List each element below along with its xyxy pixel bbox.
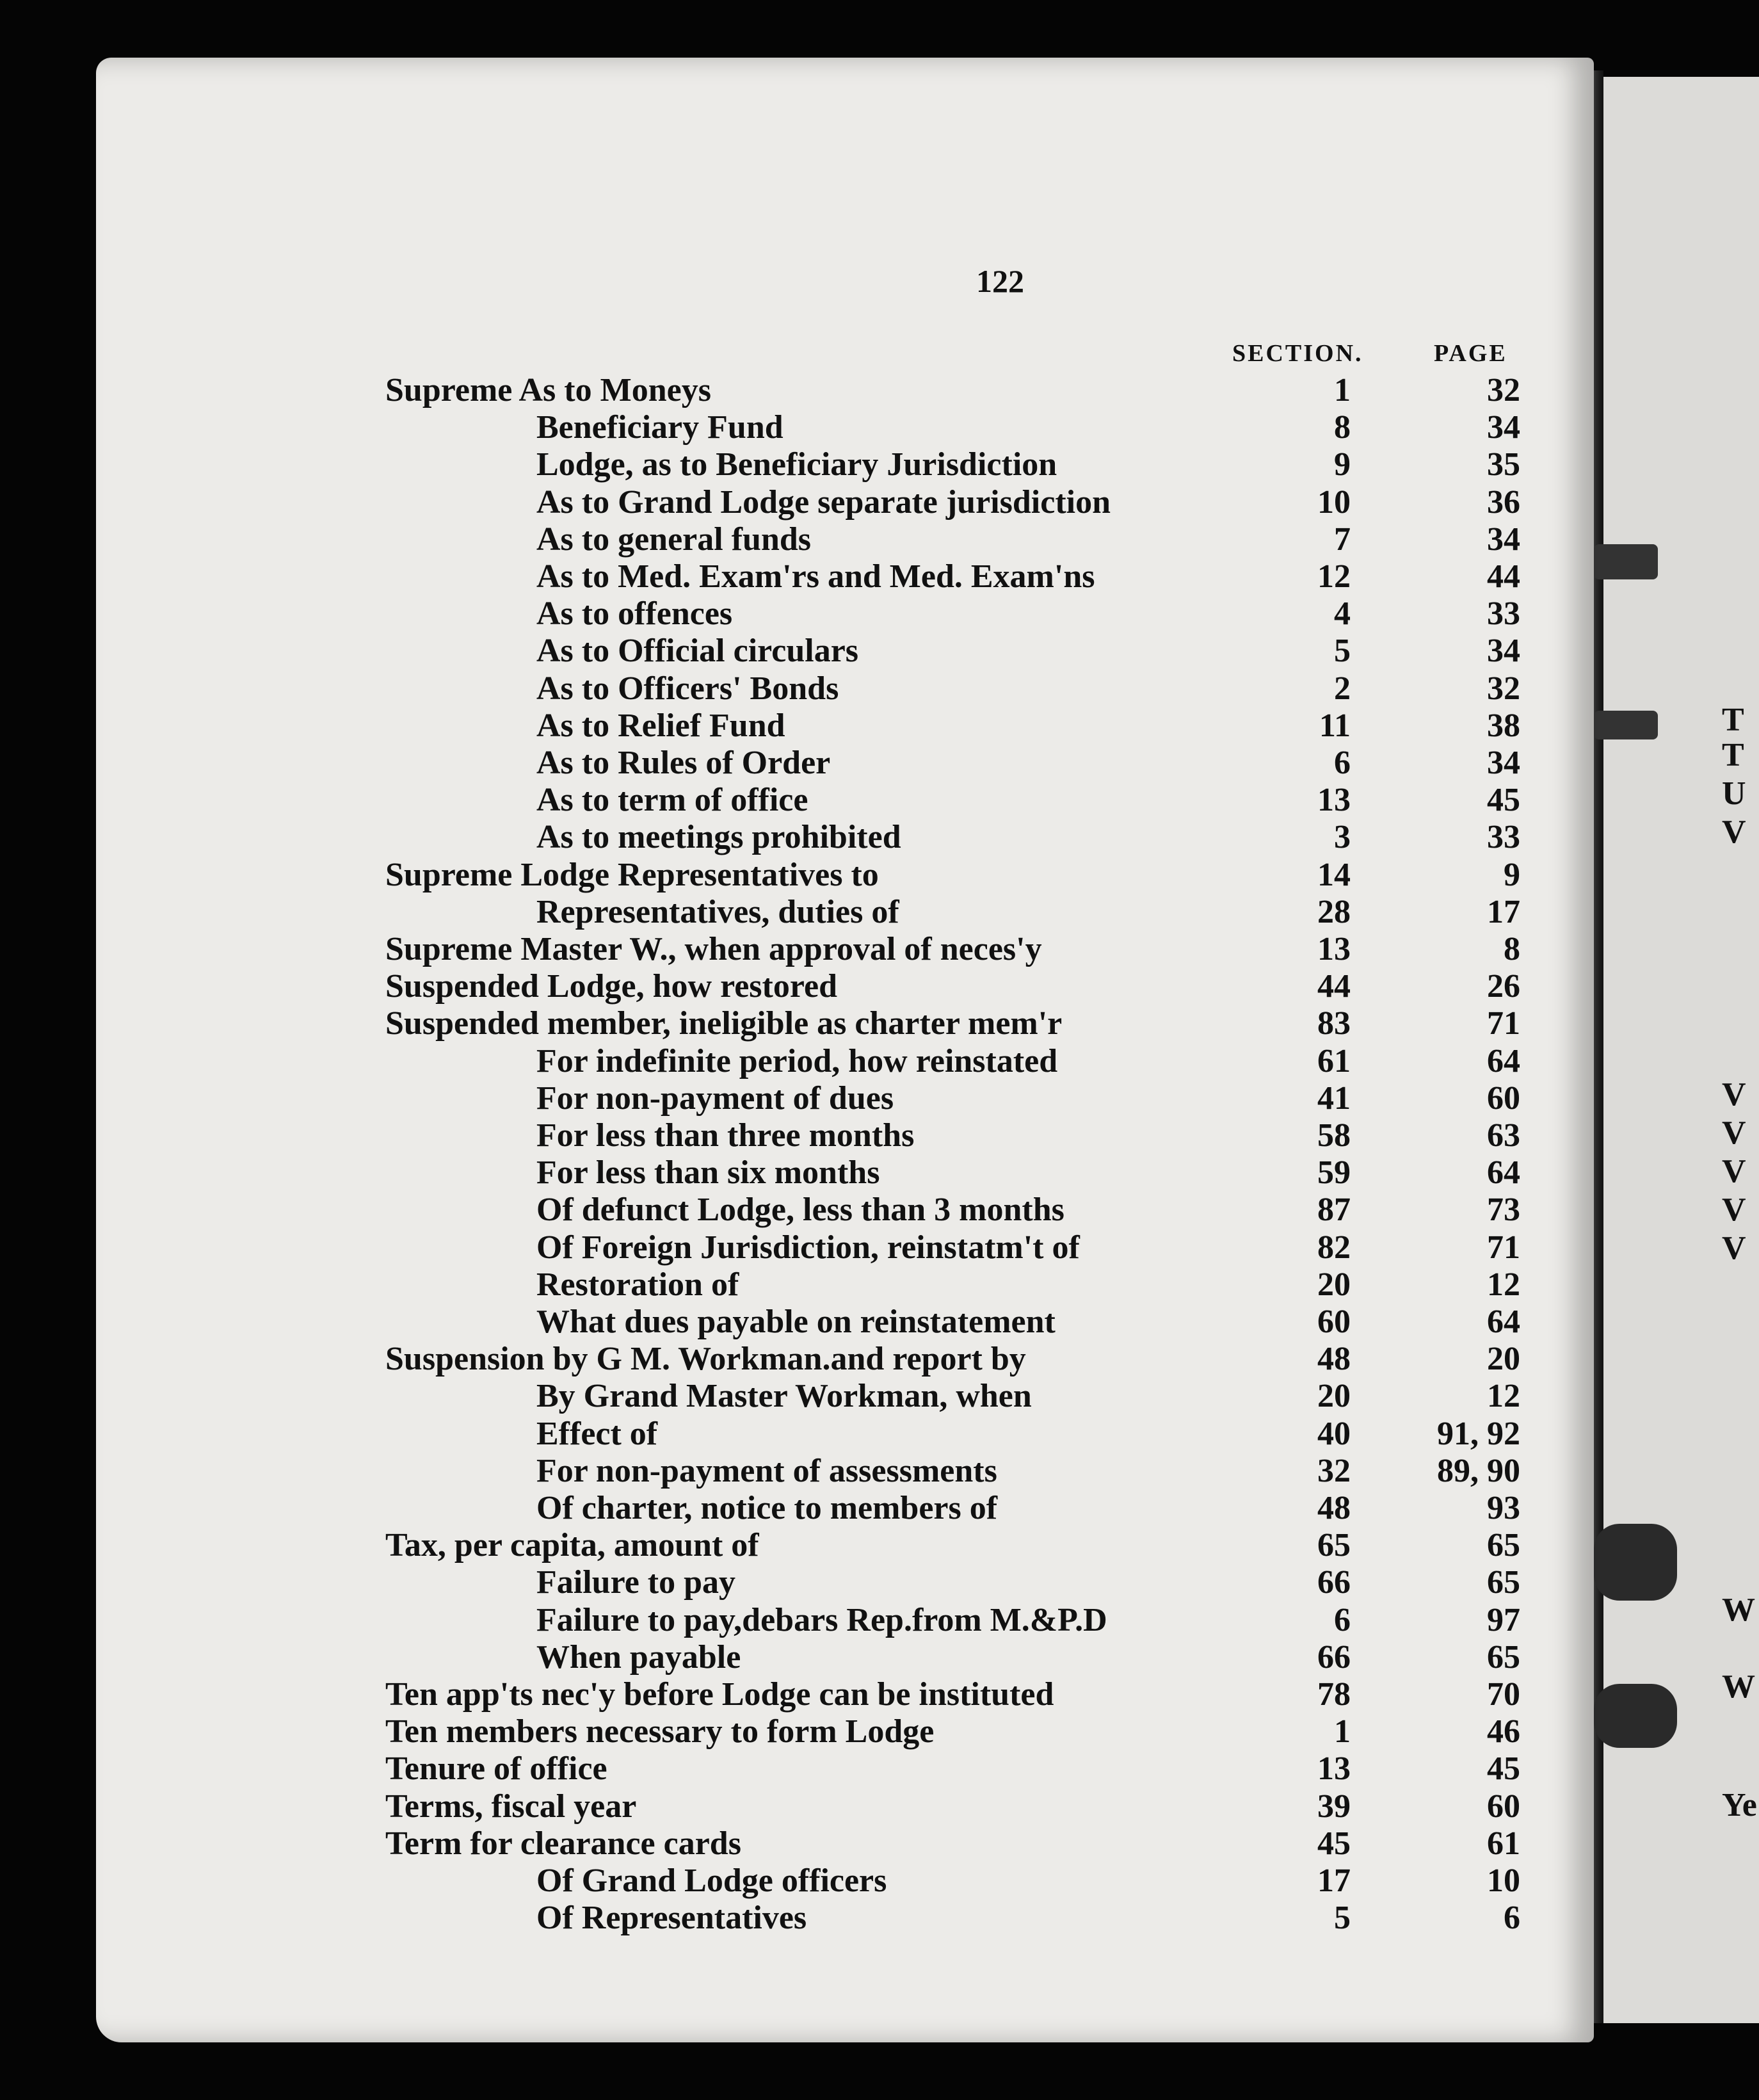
index-section-number: 83: [1317, 1005, 1351, 1042]
index-term: Of charter, notice to members of: [536, 1490, 998, 1526]
index-entry: [96, 856, 1594, 893]
index-section-number: 87: [1317, 1191, 1351, 1229]
index-term: Beneficiary Fund: [536, 409, 783, 446]
index-section-number: 28: [1317, 893, 1351, 930]
index-term: As to Relief Fund: [536, 707, 785, 744]
index-entry: [96, 1638, 1594, 1676]
index-page-number: 6: [1504, 1900, 1520, 1937]
index-entry: [96, 1563, 1594, 1601]
facing-page-letter: U: [1722, 775, 1746, 812]
index-entry: [96, 1191, 1594, 1228]
index-page-number: 17: [1487, 893, 1520, 930]
index-entry: [96, 1303, 1594, 1340]
index-entry: [96, 1899, 1594, 1936]
index-term: For less than six months: [536, 1154, 880, 1191]
index-section-number: 2: [1334, 670, 1351, 707]
index-page-number: 71: [1487, 1229, 1520, 1266]
index-page-number: 91, 92: [1437, 1415, 1520, 1452]
facing-page-letter: Ye: [1722, 1787, 1757, 1823]
index-term: As to term of office: [536, 782, 808, 819]
facing-page-letter: V: [1722, 1115, 1746, 1151]
index-entry: [96, 1788, 1594, 1825]
page-number: 122: [976, 263, 1024, 299]
index-entry: [96, 893, 1594, 930]
facing-page-letter: W: [1722, 1668, 1755, 1705]
index-entry: [96, 1489, 1594, 1526]
index-entry: [96, 818, 1594, 855]
index-page-number: 12: [1487, 1266, 1520, 1303]
index-entry: [96, 1266, 1594, 1303]
index-entry: [96, 1005, 1594, 1042]
index-page-number: 8: [1504, 931, 1520, 967]
index-section-number: 13: [1317, 782, 1351, 819]
index-term: As to Med. Exam'rs and Med. Exam'ns: [536, 558, 1095, 595]
index-term: Ten members necessary to form Lodge: [385, 1713, 935, 1750]
index-section-number: 41: [1317, 1079, 1351, 1117]
index-entry: [96, 1750, 1594, 1787]
index-section-number: 66: [1317, 1564, 1351, 1601]
section-column-header: SECTION.: [1232, 340, 1363, 367]
index-entry: [96, 1377, 1594, 1414]
index-page-number: 70: [1487, 1676, 1520, 1713]
page-column-header: PAGE: [1434, 340, 1507, 367]
index-page-number: 20: [1487, 1341, 1520, 1378]
index-entry: [96, 371, 1594, 408]
index-page-number: 34: [1487, 633, 1520, 670]
index-section-number: 45: [1317, 1825, 1351, 1862]
index-section-number: 60: [1317, 1304, 1351, 1340]
index-page-number: 34: [1487, 521, 1520, 558]
index-page-number: 10: [1487, 1862, 1520, 1899]
index-term: Failure to pay,debars Rep.from M.&P.D: [536, 1601, 1107, 1638]
index-section-number: 10: [1317, 483, 1351, 521]
index-section-number: 82: [1317, 1229, 1351, 1266]
index-page-number: 12: [1487, 1378, 1520, 1415]
index-page: [96, 58, 1594, 2042]
index-section-number: 66: [1317, 1638, 1351, 1676]
index-section-number: 12: [1317, 558, 1351, 595]
index-section-number: 13: [1317, 931, 1351, 967]
index-term: Supreme Master W., when approval of neces'y: [385, 931, 1042, 967]
index-page-number: 33: [1487, 819, 1520, 856]
index-page-number: 46: [1487, 1713, 1520, 1750]
index-entry: [96, 521, 1594, 558]
index-entry: [96, 595, 1594, 632]
index-section-number: 14: [1317, 856, 1351, 893]
index-term: Tax, per capita, amount of: [385, 1527, 759, 1564]
index-entry: [96, 1117, 1594, 1154]
index-entry: [96, 408, 1594, 446]
index-term: Failure to pay: [536, 1564, 736, 1601]
index-entry: [96, 744, 1594, 781]
index-term: As to offences: [536, 595, 733, 633]
facing-page-letter: V: [1722, 1230, 1746, 1266]
index-section-number: 5: [1334, 633, 1351, 670]
facing-page-letter: V: [1722, 1076, 1746, 1113]
index-page-number: 65: [1487, 1638, 1520, 1676]
index-term: Restoration of: [536, 1266, 739, 1303]
index-section-number: 17: [1317, 1862, 1351, 1899]
index-section-number: 11: [1319, 707, 1351, 744]
index-page-number: 97: [1487, 1601, 1520, 1638]
index-section-number: 8: [1334, 409, 1351, 446]
index-entry: [96, 1452, 1594, 1489]
index-term: As to general funds: [536, 521, 812, 558]
index-page-number: 71: [1487, 1005, 1520, 1042]
index-page-number: 35: [1487, 446, 1520, 483]
index-section-number: 44: [1317, 968, 1351, 1005]
index-page-number: 63: [1487, 1117, 1520, 1154]
index-term: Of defunct Lodge, less than 3 months: [536, 1191, 1064, 1229]
index-term: As to Officers' Bonds: [536, 670, 839, 707]
index-section-number: 32: [1317, 1452, 1351, 1489]
binding-mark: [1594, 1524, 1677, 1601]
index-term: Supreme Lodge Representatives to: [385, 856, 879, 893]
index-section-number: 13: [1317, 1750, 1351, 1788]
index-term: Suspended Lodge, how restored: [385, 968, 837, 1005]
index-entry: [96, 1415, 1594, 1452]
index-term: Suspended member, ineligible as charter mem'r: [385, 1005, 1063, 1042]
index-section-number: 59: [1317, 1154, 1351, 1191]
index-entry: [96, 1154, 1594, 1191]
index-page-number: 34: [1487, 745, 1520, 781]
index-entry: [96, 1825, 1594, 1862]
index-term: Lodge, as to Beneficiary Jurisdiction: [536, 446, 1057, 483]
index-entry: [96, 1042, 1594, 1079]
index-term: For non-payment of assessments: [536, 1452, 997, 1489]
index-entry: [96, 670, 1594, 707]
index-section-number: 39: [1317, 1788, 1351, 1825]
index-term: Suspension by G M. Workman.and report by: [385, 1341, 1026, 1378]
index-page-number: 73: [1487, 1191, 1520, 1229]
index-entry: [96, 781, 1594, 818]
index-section-number: 6: [1334, 1601, 1351, 1638]
index-section-number: 48: [1317, 1490, 1351, 1526]
index-page-number: 61: [1487, 1825, 1520, 1862]
index-page-number: 26: [1487, 968, 1520, 1005]
index-section-number: 58: [1317, 1117, 1351, 1154]
index-page-number: 44: [1487, 558, 1520, 595]
index-term: By Grand Master Workman, when: [536, 1378, 1032, 1415]
index-entry: [96, 1340, 1594, 1377]
index-entry: [96, 632, 1594, 669]
index-page-number: 65: [1487, 1527, 1520, 1564]
index-term: When payable: [536, 1638, 741, 1676]
index-page-number: 45: [1487, 1750, 1520, 1788]
index-entry: [96, 1676, 1594, 1713]
index-entry: [96, 483, 1594, 521]
index-page-number: 64: [1487, 1304, 1520, 1340]
index-page-number: 32: [1487, 670, 1520, 707]
index-section-number: 7: [1334, 521, 1351, 558]
index-term: For indefinite period, how reinstated: [536, 1042, 1058, 1079]
index-page-number: 93: [1487, 1490, 1520, 1526]
index-term: As to Grand Lodge separate jurisdiction: [536, 483, 1111, 521]
index-entry: [96, 1229, 1594, 1266]
facing-page-letter: T: [1722, 702, 1744, 738]
index-term: Ten app'ts nec'y before Lodge can be instituted: [385, 1676, 1054, 1713]
facing-page-letter: V: [1722, 1153, 1746, 1190]
index-entry: [96, 1526, 1594, 1563]
index-entry: [96, 1079, 1594, 1117]
index-section-number: 40: [1317, 1415, 1351, 1452]
index-term: Term for clearance cards: [385, 1825, 741, 1862]
index-page-number: 36: [1487, 483, 1520, 521]
index-entry: [96, 967, 1594, 1005]
index-entry: [96, 1862, 1594, 1899]
index-page-number: 9: [1504, 856, 1520, 893]
facing-page-letter: W: [1722, 1592, 1755, 1628]
index-term: For less than three months: [536, 1117, 915, 1154]
index-entry: [96, 930, 1594, 967]
index-page-number: 60: [1487, 1079, 1520, 1117]
index-term: Representatives, duties of: [536, 893, 899, 930]
index-page-number: 45: [1487, 782, 1520, 819]
index-entry: [96, 446, 1594, 483]
index-page-number: 89, 90: [1437, 1452, 1520, 1489]
index-section-number: 65: [1317, 1527, 1351, 1564]
index-term: Supreme As to Moneys: [385, 372, 711, 408]
index-term: What dues payable on reinstatement: [536, 1304, 1056, 1340]
index-term: Effect of: [536, 1415, 658, 1452]
index-page-number: 33: [1487, 595, 1520, 633]
index-page-number: 64: [1487, 1042, 1520, 1079]
index-page-number: 38: [1487, 707, 1520, 744]
index-term: Of Foreign Jurisdiction, reinstatm't of: [536, 1229, 1080, 1266]
index-section-number: 3: [1334, 819, 1351, 856]
index-section-number: 9: [1334, 446, 1351, 483]
index-term: Of Representatives: [536, 1900, 807, 1937]
index-term: Tenure of office: [385, 1750, 607, 1788]
index-section-number: 5: [1334, 1900, 1351, 1937]
index-page-number: 60: [1487, 1788, 1520, 1825]
index-term: As to Rules of Order: [536, 745, 831, 781]
index-section-number: 48: [1317, 1341, 1351, 1378]
index-entry: [96, 1601, 1594, 1638]
index-entry: [96, 1713, 1594, 1750]
index-section-number: 20: [1317, 1378, 1351, 1415]
index-term: For non-payment of dues: [536, 1079, 894, 1117]
index-section-number: 78: [1317, 1676, 1351, 1713]
index-entry: [96, 707, 1594, 744]
index-term: Terms, fiscal year: [385, 1788, 637, 1825]
index-section-number: 61: [1317, 1042, 1351, 1079]
binding-mark: [1594, 544, 1658, 579]
facing-page-letter: V: [1722, 1191, 1746, 1228]
facing-page-letter: V: [1722, 814, 1746, 850]
binding-mark: [1594, 711, 1658, 739]
index-section-number: 20: [1317, 1266, 1351, 1303]
facing-page-letter: T: [1722, 737, 1744, 773]
index-entry: [96, 558, 1594, 595]
index-term: Of Grand Lodge officers: [536, 1862, 887, 1899]
index-page-number: 34: [1487, 409, 1520, 446]
index-page-number: 65: [1487, 1564, 1520, 1601]
index-section-number: 6: [1334, 745, 1351, 781]
index-term: As to Official circulars: [536, 633, 859, 670]
index-section-number: 1: [1334, 1713, 1351, 1750]
binding-mark: [1594, 1684, 1677, 1748]
index-page-number: 32: [1487, 372, 1520, 408]
index-section-number: 4: [1334, 595, 1351, 633]
index-page-number: 64: [1487, 1154, 1520, 1191]
index-term: As to meetings prohibited: [536, 819, 901, 856]
index-section-number: 1: [1334, 372, 1351, 408]
